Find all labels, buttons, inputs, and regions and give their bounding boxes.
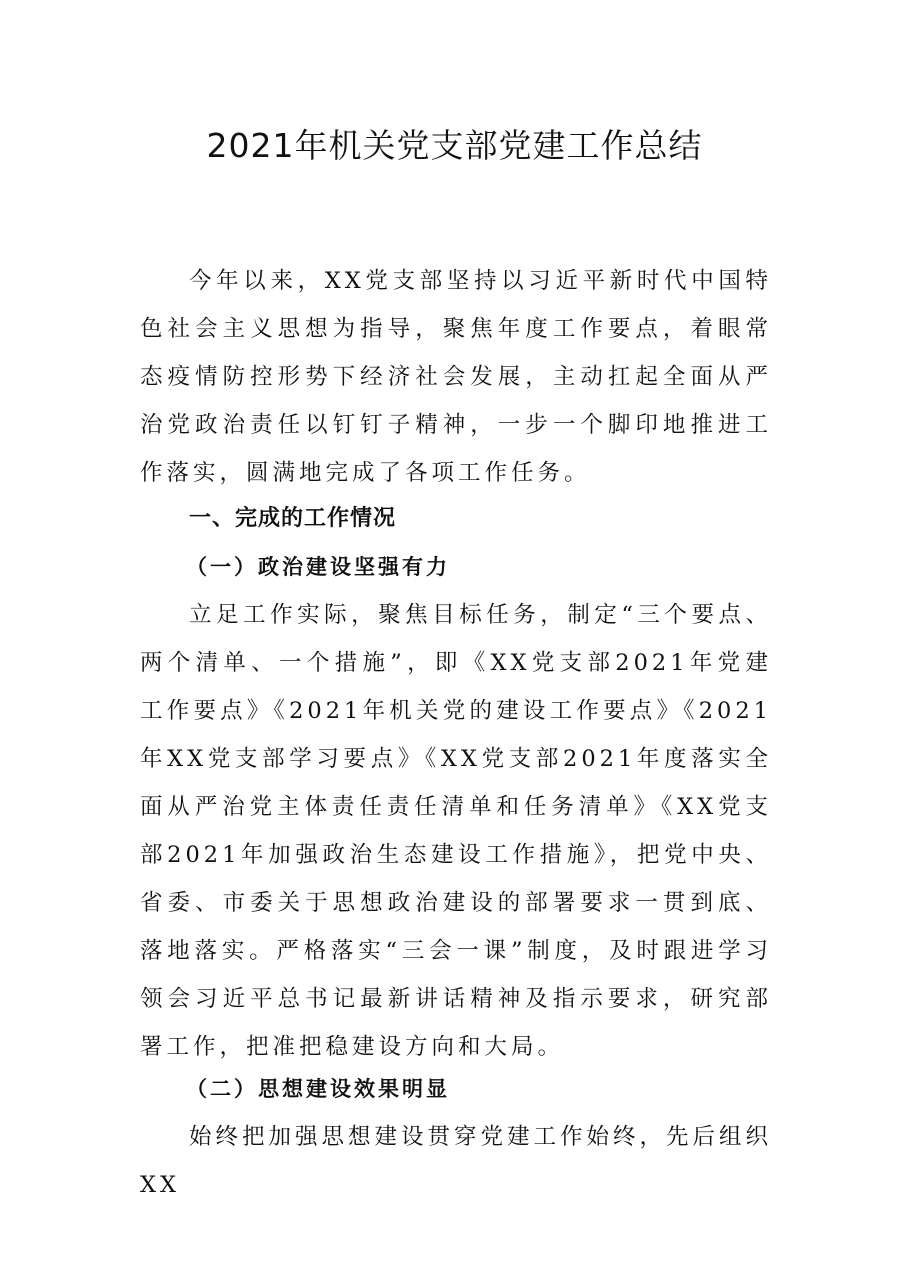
section-heading-completed-work: 一、完成的工作情况 [189, 506, 397, 531]
intro-paragraph: 今年以来，XX党支部坚持以习近平新时代中国特色社会主义思想为指导，聚焦年度工作要点，着眼常态疫情防控形势下经济社会发展，主动扛起全面从严治党政治责任以钉钉子精神，一步一个脚印地推进工作落实，圆满地完成了各项工作任务。 [140, 268, 772, 486]
ideological-construction-paragraph: 始终把加强思想建设贯穿党建工作始终，先后组织XX [140, 1124, 773, 1198]
subheading-ideological-construction: （二）思想建设效果明显 [186, 1076, 450, 1101]
political-construction-paragraph: 立足工作实际，聚焦目标任务，制定“三个要点、两个清单、一个措施”，即《XX党支部2021年党建工作要点》《2021年机关党的建设工作要点》《2021年XX党支部学习要点》《XX党支部2021年度落实全面从严治党主体责任责任清单和任务清单》《XX党支部2021年加强政治生态建设工作措施》，把党中央、省委、市委关于思想政治建设的部署要求一贯到底、落地落实。严格落实“三会一课”制度，及时跟进学习领会习近平总书记最新讲话精神及指示要求，研究部署工作，把准把稳建设方向和大局。 [140, 602, 772, 1060]
subheading-political-construction: （一）政治建设坚强有力 [186, 554, 450, 579]
document-title: 2021年机关党支部党建工作总结 [206, 126, 703, 165]
